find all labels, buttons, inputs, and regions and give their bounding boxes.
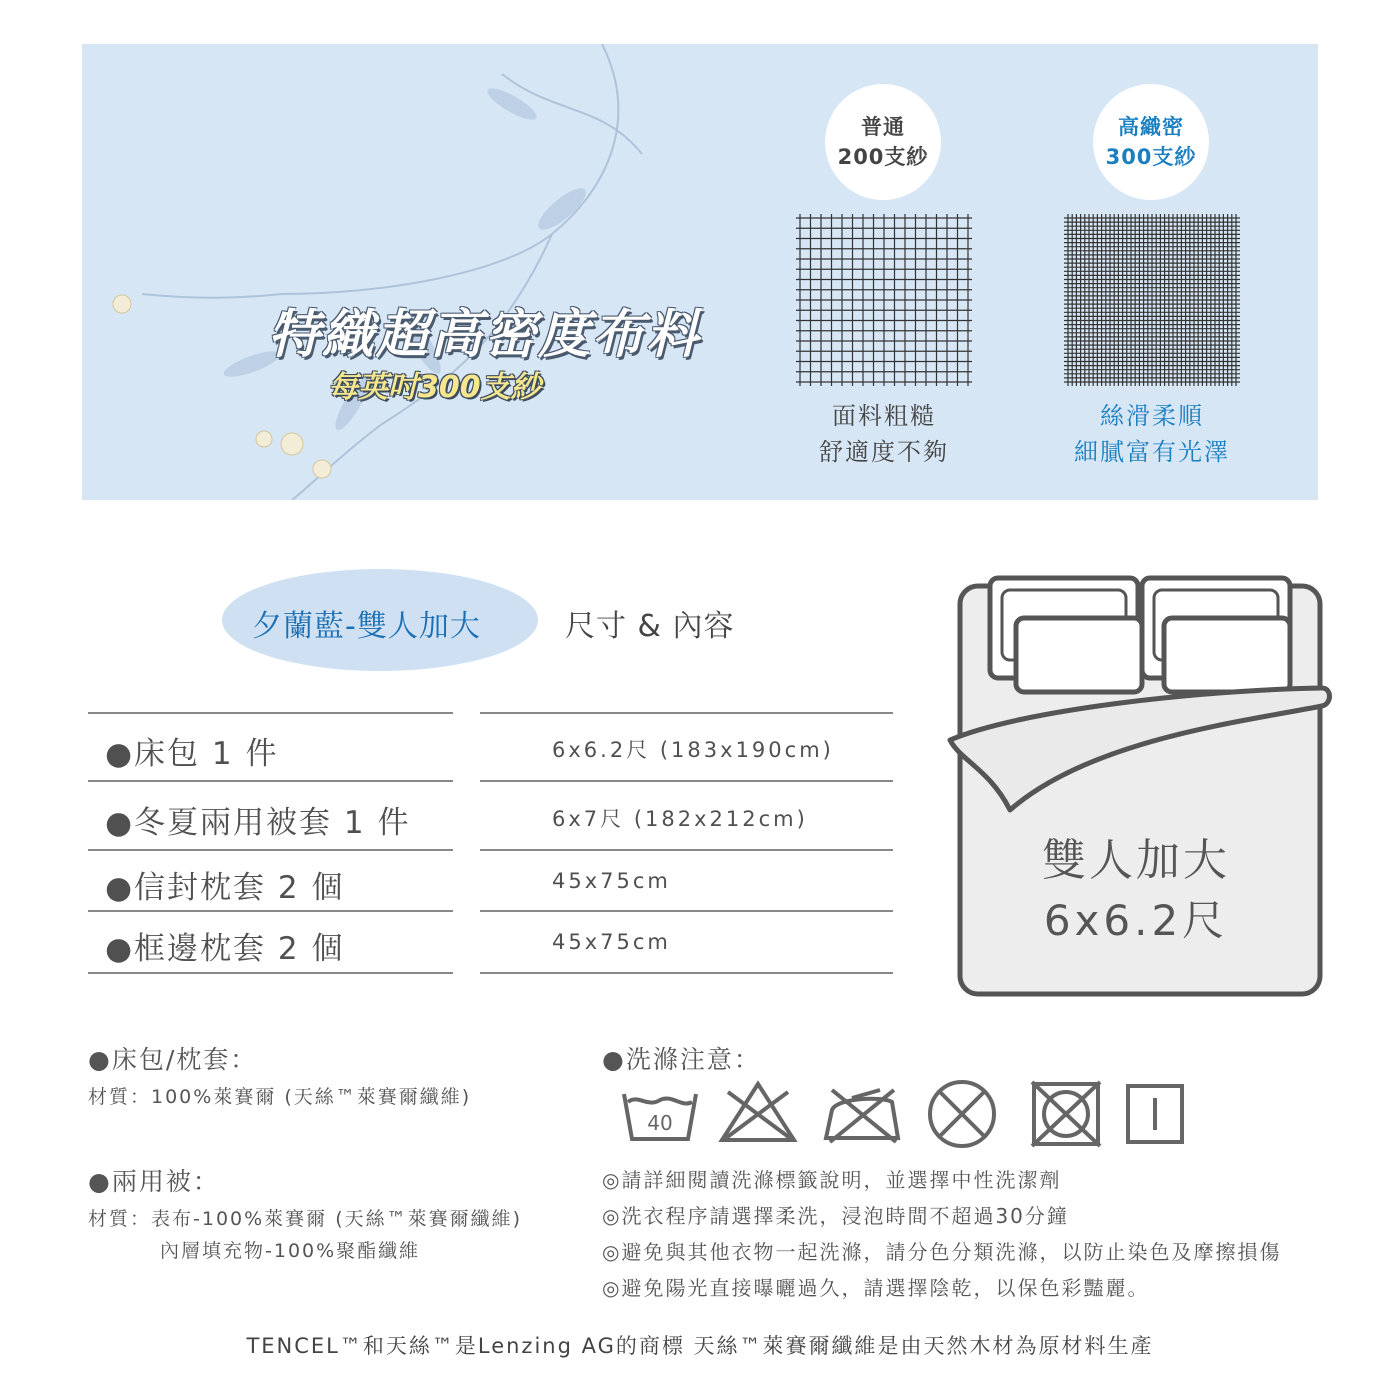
high-caption-line1: 絲滑柔順 bbox=[1100, 402, 1204, 430]
fabric-banner bbox=[82, 44, 1318, 500]
table-divider bbox=[88, 780, 453, 782]
table-divider bbox=[88, 910, 453, 912]
table-divider bbox=[480, 972, 893, 974]
normal-thread-count: 200支紗 bbox=[837, 145, 929, 169]
table-divider bbox=[480, 849, 893, 851]
normal-thread-tag: 普通 bbox=[861, 115, 905, 139]
item-name: ●冬夏兩用被套 1 件 bbox=[105, 805, 411, 841]
table-divider bbox=[88, 712, 453, 714]
trademark-footer: TENCEL™和天絲™是Lenzing AG的商標 天絲™萊賽爾纖維是由天然木材為原材料生產 bbox=[246, 1334, 1154, 1358]
item-size: 6x6.2尺 (183x190cm) bbox=[552, 738, 834, 762]
item-name: ●信封枕套 2 個 bbox=[105, 870, 345, 906]
high-thread-count: 300支紗 bbox=[1105, 145, 1197, 169]
no-bleach-icon bbox=[718, 1080, 798, 1144]
no-dry-clean-icon bbox=[1028, 1080, 1104, 1148]
item-name: ●框邊枕套 2 個 bbox=[105, 931, 345, 967]
item-size: 6x7尺 (182x212cm) bbox=[552, 807, 808, 831]
high-thread-badge bbox=[1093, 84, 1209, 200]
sheet-material-title: ●床包/枕套： bbox=[88, 1045, 258, 1074]
wash-temp-label: 40 bbox=[647, 1111, 673, 1135]
bed-size-label: 雙人加大 bbox=[1042, 835, 1230, 886]
high-thread-tag: 高織密 bbox=[1118, 115, 1184, 139]
sheet-material-text: 材質：100%萊賽爾 (天絲™萊賽爾纖維) bbox=[88, 1086, 472, 1108]
item-size: 45x75cm bbox=[552, 869, 671, 893]
banner-subline: 每英吋300支紗 bbox=[328, 370, 541, 405]
coarse-weave-grid bbox=[796, 214, 972, 386]
product-title: 夕蘭藍-雙人加大 bbox=[252, 609, 481, 644]
washing-note: ◎請詳細閱讀洗滌標籤說明，並選擇中性洗潔劑 bbox=[602, 1168, 1062, 1192]
no-tumble-dry-icon bbox=[926, 1078, 998, 1150]
wash-40-icon bbox=[620, 1084, 700, 1144]
banner-headline: 特織超高密度布料 bbox=[268, 305, 701, 365]
washing-note: ◎避免與其他衣物一起洗滌，請分色分類洗滌，以防止染色及摩擦損傷 bbox=[602, 1240, 1282, 1264]
table-divider bbox=[480, 780, 893, 782]
section-title: 尺寸 & 內容 bbox=[565, 609, 735, 644]
quilt-material-title: ●兩用被： bbox=[88, 1167, 220, 1196]
normal-thread-badge bbox=[825, 84, 941, 200]
quilt-material-text: 材質：表布-100%萊賽爾 (天絲™萊賽爾纖維) bbox=[88, 1208, 523, 1230]
normal-caption-line2: 舒適度不夠 bbox=[819, 438, 949, 466]
bed-size-dimension: 6x6.2尺 bbox=[1043, 896, 1229, 945]
washing-note: ◎避免陽光直接曝曬過久，請選擇陰乾，以保色彩豔麗。 bbox=[602, 1276, 1150, 1300]
no-iron-icon bbox=[822, 1080, 902, 1144]
quilt-filling-text: 內層填充物-100%聚酯纖維 bbox=[160, 1240, 421, 1262]
table-divider bbox=[480, 712, 893, 714]
item-size: 45x75cm bbox=[552, 930, 671, 954]
high-caption bbox=[1032, 398, 1272, 470]
washing-note: ◎洗衣程序請選擇柔洗，浸泡時間不超過30分鐘 bbox=[602, 1204, 1069, 1228]
table-divider bbox=[88, 972, 453, 974]
normal-caption bbox=[764, 398, 1004, 470]
line-dry-icon bbox=[1124, 1082, 1186, 1146]
normal-caption-line1: 面料粗糙 bbox=[832, 402, 936, 430]
bed-illustration bbox=[940, 570, 1340, 1006]
high-caption-line2: 細膩富有光澤 bbox=[1074, 438, 1230, 466]
table-divider bbox=[480, 910, 893, 912]
item-name: ●床包 1 件 bbox=[105, 736, 279, 772]
fine-weave-grid bbox=[1064, 214, 1240, 386]
table-divider bbox=[88, 849, 453, 851]
washing-title: ●洗滌注意： bbox=[602, 1045, 761, 1074]
